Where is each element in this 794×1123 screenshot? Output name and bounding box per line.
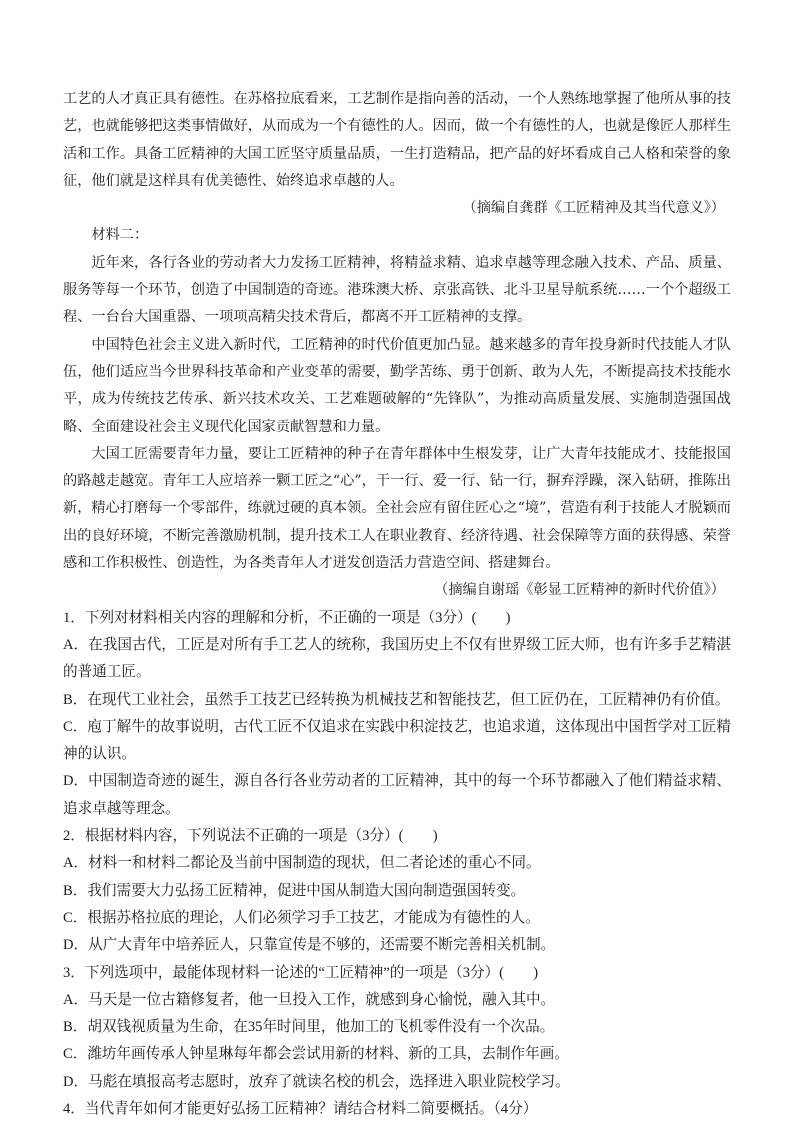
question-4 <box>63 1096 731 1123</box>
question-option: B．我们需要大力弘扬工匠精神，促进中国从制造大国向制造强国转变。 <box>63 882 526 899</box>
material2-paragraph: 大国工匠需要青年力量，要让工匠精神的种子在青年群体中生根发芽，让广大青年技能成才、技能报国的路越走越宽。青年工人应培养一颗工匠之“心”，干一行、爱一行、钻一行，摒弃浮躁，深入钻研，推陈出新，精心打磨每一个零部件，练就过硬的真本领。全社会应有留住匠心之“境”，营造有利于技能人才脱颖而出的良好环境，不断完善激励机制，提升技术工人在职业教育、经济待遇、社会保障等方面的获得感、荣誉感和工作积极性、创造性，为各类青年人才迸发创造活力营造空间、搭建舞台。 <box>63 445 731 572</box>
question-option: C．潍坊年画传承人钟星琳每年都会尝试用新的材料、新的工具，去制作年画。 <box>63 1046 569 1063</box>
material2-paragraph: 中国特色社会主义进入新时代，工匠精神的时代价值更加凸显。越来越多的青年投身新时代技能人才队伍，他们适应当今世界科技革命和产业变革的需要，勤学苦练、勇于创新、敢为人先，不断提高技术技能水平，成为传统技艺传承、新兴技术攻关、工艺难题破解的“先锋队”，为推动高质量发展、实施制造强国战略、全面建设社会主义现代化国家贡献智慧和力量。 <box>63 336 731 435</box>
question-option: A．马天是一位古籍修复者，他一旦投入工作，就感到身心愉悦，融入其中。 <box>63 991 556 1008</box>
question-option: D．中国制造奇迹的诞生，源自各行各业劳动者的工匠精神，其中的每一个环节都融入了他们精益求精、追求卓越等理念。 <box>63 773 731 817</box>
question-stem: 2．根据材料内容，下列说法不正确的一项是（3分）( ) <box>63 828 438 845</box>
question-option: D．从广大青年中培养匠人，只靠宣传是不够的，还需要不断完善相关机制。 <box>63 937 556 954</box>
material1-source: （摘编自龚群《工匠精神及其当代意义》） <box>462 200 725 217</box>
question-option: A．在我国古代，工匠是对所有手工艺人的统称，我国历史上不仅有世界级工匠大师，也有许多手艺精湛的普通工匠。 <box>63 636 731 681</box>
question-stem: 1．下列对材料相关内容的理解和分析，不正确的一项是（3分）( ) <box>63 609 511 626</box>
material2-paragraph: 近年来，各行各业的劳动者大力发扬工匠精神，将精益求精、追求卓越等理念融入技术、产品、质量、服务等每一个环节，创造了中国制造的奇迹。港珠澳大桥、京张高铁、北斗卫星导航系统……一个个超级工程、一台台大国重器、一项项高精尖技术背后，都离不开工匠精神的支撑。 <box>63 254 731 326</box>
question-stem: 4．当代青年如何才能更好弘扬工匠精神？请结合材料二简要概括。（4分） <box>63 1100 538 1117</box>
question-stem: 3．下列选项中，最能体现材料一论述的“工匠精神”的一项是（3分）( ) <box>63 964 539 981</box>
material2-heading: 材料二： <box>91 227 149 244</box>
question-option: C．根据苏格拉底的理论，人们必须学习手工技艺，才能成为有德性的人。 <box>63 909 540 926</box>
question-option: D．马彪在填报高考志愿时，放弃了就读名校的机会，选择进入职业院校学习。 <box>63 1073 570 1090</box>
question-option: B．在现代工业社会，虽然手工技艺已经转换为机械技艺和智能技艺，但工匠仍在，工匠精神仍有价值。 <box>63 691 730 708</box>
question-option: C．庖丁解牛的故事说明，古代工匠不仅追求在实践中积淀技艺，也追求道，这体现出中国哲学对工匠精神的认识。 <box>63 718 731 763</box>
question-3 <box>63 960 731 1096</box>
question-1 <box>63 605 731 823</box>
material2-source: （摘编自谢瑶《彰显工匠精神的新时代价值》） <box>434 582 725 599</box>
question-option: B．胡双钱视质量为生命，在35年时间里，他加工的飞机零件没有一个次品。 <box>63 1019 555 1036</box>
question-option: A．材料一和材料二都论及当前中国制造的现状，但二者论述的重心不同。 <box>63 855 541 872</box>
question-2 <box>63 823 731 959</box>
material1-tail-paragraph: 工艺的人才真正具有德性。在苏格拉底看来，工艺制作是指向善的活动，一个人熟练地掌握了他所从事的技艺，也就能够把这类事情做好，从而成为一个有德性的人。因而，做一个有德性的人，也就是像匠人那样生活和工作。具备工匠精神的大国工匠坚守质量品质，一生打造精品，把产品的好坏看成自己人格和荣誉的象征，他们就是这样具有优美德性、始终追求卓越的人。 <box>63 91 731 189</box>
